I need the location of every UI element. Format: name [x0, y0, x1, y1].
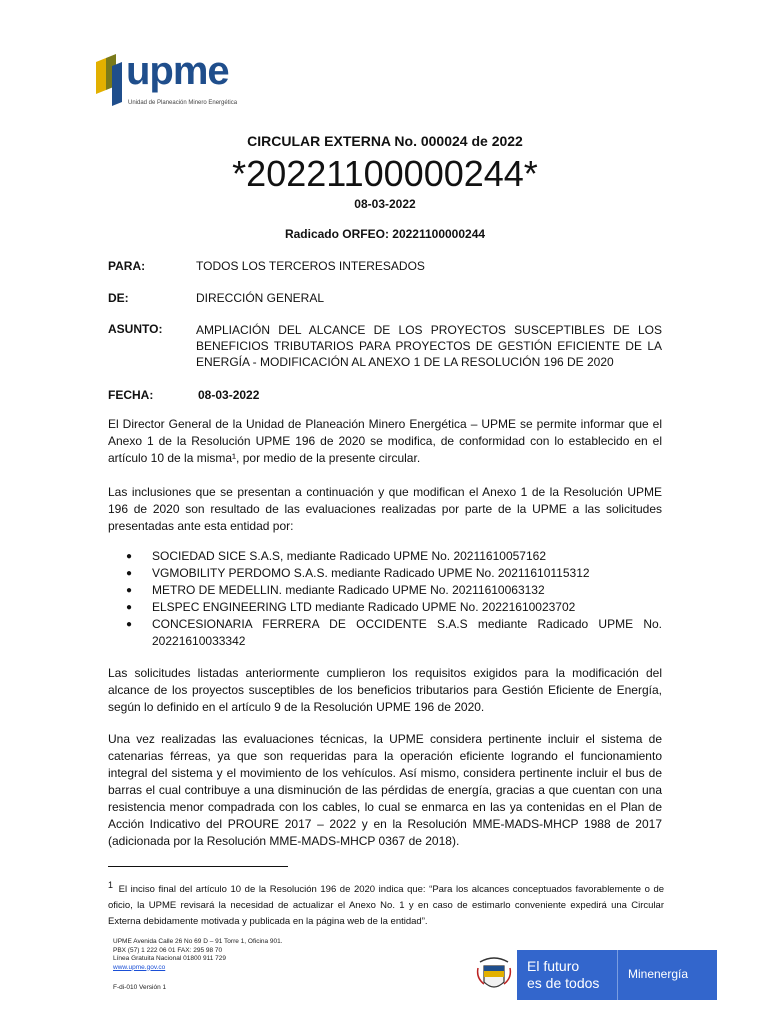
list-item: ● VGMOBILITY PERDOMO S.A.S. mediante Radicado UPME No. 20211610115312 — [126, 565, 662, 582]
footer-hotline: Línea Gratuita Nacional 01800 911 729 — [113, 955, 226, 962]
de-label: DE: — [108, 291, 129, 305]
evaluation-paragraph: Una vez realizadas las evaluaciones técnicas, la UPME considera pertinente incluir el sistema de catenarias férreas, ya que son requeridas para la operación eficiente logrando el funcionamiento integral del sistema y el movimiento de los vehículos. Así mismo, considera pertinente incluir el bus de barras el cual contribuye a una disminución de las pérdidas de energía, gracias a que cuentan con una resistencia menor compadrada con los cables, lo cual se enmarca en las ya contenidas en el Plan de Acción Indicativo del PROURE 2017 – 2022 y en la Resolución MME-MADS-MHCP 1988 de 2017 (adicionada por la Resolución MME-MADS-MHCP 0367 de 2018). — [108, 732, 662, 848]
list-item: ● ELSPEC ENGINEERING LTD mediante Radicado UPME No. 20221610023702 — [126, 599, 662, 616]
asunto-label: ASUNTO: — [108, 322, 163, 336]
radicado-number: Radicado ORFEO: 20221100000244 — [284, 227, 486, 241]
header-date: 08-03-2022 — [354, 197, 416, 211]
logo-wordmark: upme — [126, 49, 229, 93]
para-value: TODOS LOS TERCEROS INTERESADOS — [196, 259, 425, 273]
footer-address: UPME Avenida Calle 26 No 69 D – 91 Torre 1, Oficina 901. — [113, 938, 283, 945]
list-item: ● CONCESIONARIA FERRERA DE OCCIDENTE S.A.S mediante Radicado UPME No. 20221610033342 — [126, 616, 662, 650]
list-item: ● METRO DE MEDELLIN. mediante Radicado UPME No. 20211610063132 — [126, 582, 662, 599]
footnote-divider — [108, 866, 288, 867]
intro-paragraph: El Director General de la Unidad de Planeación Minero Energética – UPME se permite informar que el Anexo 1 de la Resolución UPME 196 de 2020 se modifica, de conformidad con lo establecido en el artículo 10 de la misma¹, por medio de la presente circular. — [108, 417, 662, 465]
list-item: ● SOCIEDAD SICE S.A.S, mediante Radicado UPME No. 20211610057162 — [126, 548, 662, 565]
ministry-name: Minenergía — [628, 967, 689, 981]
inclusions-paragraph: Las inclusiones que se presentan a continuación y que modifican el Anexo 1 de la Resolución UPME 196 de 2020 son resultado de las evaluaciones realizadas por parte de la UPME a las solicitudes presentadas ante esta entidad por: — [108, 485, 662, 533]
circular-title: CIRCULAR EXTERNA No. 000024 de 2022 — [247, 133, 523, 149]
para-label: PARA: — [108, 259, 146, 273]
applicant-list — [126, 548, 662, 650]
gov-slogan-line1: El futuro — [527, 958, 580, 974]
document-code: F-di-010 Versión 1 — [113, 984, 167, 991]
footnote — [108, 877, 664, 930]
logo-subtitle: Unidad de Planeación Minero Energética — [128, 100, 238, 106]
fecha-value: 08-03-2022 — [198, 388, 260, 402]
gov-slogan-line2: es de todos — [527, 975, 600, 991]
footer-contact — [113, 938, 283, 972]
coat-of-arms-icon — [476, 954, 512, 996]
requirements-paragraph: Las solicitudes listadas anteriormente cumplieron los requisitos exigidos para la modificación del alcance de los proyectos susceptibles de los beneficios tributarios para Gestión Eficiente de Energía, según lo definido en el artículo 9 de la Resolución UPME 196 de 2020. — [108, 666, 662, 714]
barcode-number: *20221100000244* — [232, 153, 538, 194]
de-value: DIRECCIÓN GENERAL — [196, 291, 325, 305]
footnote-text: El inciso final del artículo 10 de la Resolución 196 de 2020 indica que: “Para los alcances conceptuados favorablemente o de oficio, la UPME revisará la necesidad de actualizar el Anexo No. 1 y en caso de estimarlo conveniente expedirá una Circular Externa debidamente motivada y publicada en la página web de la entidad”. — [108, 884, 665, 928]
footnote-number: 1 — [108, 880, 114, 890]
asunto-value: AMPLIACIÓN DEL ALCANCE DE LOS PROYECTOS SUSCEPTIBLES DE LOS BENEFICIOS TRIBUTARIOS PARA PROYECTOS DE GESTIÓN EFICIENTE DE LA ENERGÍA - MODIFICACIÓN AL ANEXO 1 DE LA RESOLUCIÓN 196 DE 2020 — [196, 323, 662, 369]
fecha-label: FECHA: — [108, 388, 154, 402]
website-link[interactable]: www.upme.gov.co — [113, 963, 166, 971]
footer-phone: PBX (57) 1 222 06 01 FAX: 295 98 70 — [113, 946, 223, 954]
